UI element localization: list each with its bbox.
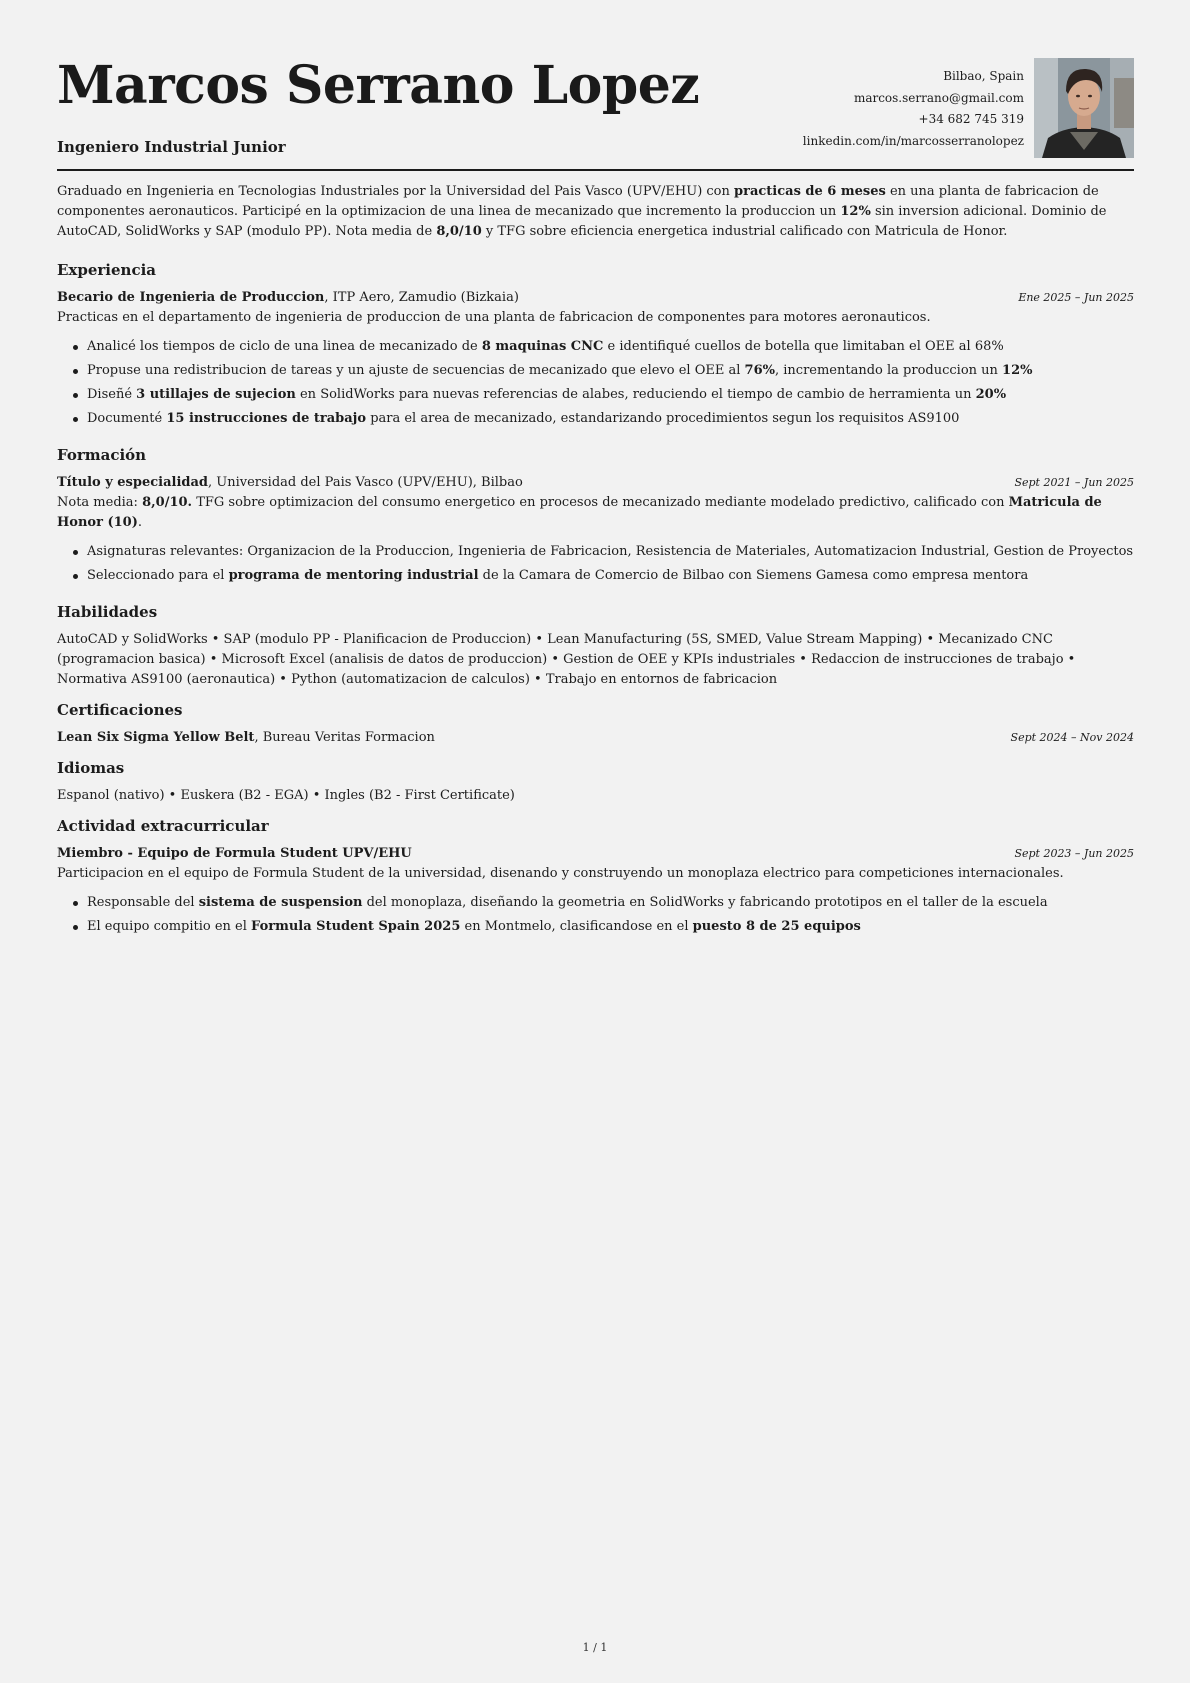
skills-list: AutoCAD y SolidWorks • SAP (modulo PP - Planificacion de Produccion) • Lean Manufacturing (5S, SMED, Value Stream Mapping) • Mecanizado CNC (programacion basica) • Microsoft Excel (analisis de datos de produccion) • Gestion de OEE y KPIs industriales • Redaccion de instrucciones de trabajo • Normativa AS9100 (aeronautica) • Python (automatizacion de calculos) • Trabajo en entornos de fabricacion xyxy=(57,632,1076,687)
bullet-text: Asignaturas relevantes: Organizacion de la Produccion, Ingenieria de Fabricacion, Resistencia de Materiales, Automatizacion Industrial, Gestion de Proyectos xyxy=(87,544,1134,559)
candidate-name: Marcos Serrano Lopez xyxy=(57,55,700,116)
list-item xyxy=(71,564,1134,588)
experience-position: Becario de Ingenieria de Produccion xyxy=(57,290,325,305)
bullet-bold: 3 utillajes de sujecion xyxy=(136,387,296,402)
extracurricular-role: Miembro - Equipo de Formula Student UPV/EHU xyxy=(57,846,412,861)
resume-header xyxy=(57,56,1134,170)
certification-issuer: , Bureau Veritas Formacion xyxy=(254,730,435,745)
section-title-education: Formación xyxy=(57,446,147,464)
summary-bold: practicas de 6 meses xyxy=(734,184,886,199)
summary-bold: 12% xyxy=(840,204,871,219)
list-item xyxy=(71,383,1134,407)
education-date: Sept 2021 – Jun 2025 xyxy=(1014,476,1134,489)
education-entry-header xyxy=(57,473,1134,493)
bullet-bold: 12% xyxy=(1002,363,1033,378)
list-item xyxy=(71,540,1134,564)
extracurricular-entry-header xyxy=(57,844,1134,864)
section-title-skills: Habilidades xyxy=(57,603,158,621)
education-desc-text: Nota media: xyxy=(57,495,143,510)
summary-text: Graduado en Ingenieria en Tecnologias Industriales por la Universidad del Pais Vasco (UPV/EHU) con xyxy=(57,184,735,199)
contact-email: marcos.serrano@gmail.com xyxy=(853,90,1024,105)
bullet-text: , incrementando la produccion un xyxy=(775,363,1003,378)
bullet-text: Documenté xyxy=(87,411,167,426)
experience-company: , ITP Aero, Zamudio (Bizkaia) xyxy=(324,290,519,305)
education-desc-bold: 8,0/10. xyxy=(142,495,193,510)
languages-list: Espanol (nativo) • Euskera (B2 - EGA) • Ingles (B2 - First Certificate) xyxy=(57,788,515,803)
certification-date: Sept 2024 – Nov 2024 xyxy=(1010,731,1134,744)
bullet-bold: 76% xyxy=(744,363,775,378)
extracurricular-date: Sept 2023 – Jun 2025 xyxy=(1014,847,1134,860)
list-item xyxy=(71,915,1134,939)
education-desc-text: TFG sobre optimizacion del consumo energetico en procesos de mecanizado mediante modelado predictivo, calificado con xyxy=(192,495,1009,510)
section-title-experience: Experiencia xyxy=(57,261,157,279)
summary-text: y TFG sobre eficiencia energetica industrial calificado con Matricula de Honor. xyxy=(481,224,1008,239)
contact-linkedin: linkedin.com/in/marcosserranolopez xyxy=(802,133,1024,148)
experience-bullets xyxy=(57,335,1134,431)
bullet-text: Diseñé xyxy=(87,387,137,402)
education-description xyxy=(57,493,1134,533)
resume-content xyxy=(57,182,1134,939)
extracurricular-description: Participacion en el equipo de Formula Student de la universidad, disenando y construyendo un monoplaza electrico para competiciones internacionales. xyxy=(57,866,1064,881)
page-number: 1 / 1 xyxy=(582,1641,608,1654)
bullet-bold: 15 instrucciones de trabajo xyxy=(166,411,367,426)
contact-block xyxy=(803,66,1024,152)
list-item xyxy=(71,407,1134,431)
summary-paragraph xyxy=(57,182,1134,242)
bullet-text: de la Camara de Comercio de Bilbao con Siemens Gamesa como empresa mentora xyxy=(478,568,1029,583)
summary-bold: 8,0/10 xyxy=(436,224,482,239)
bullet-text: El equipo compitio en el xyxy=(87,919,252,934)
extracurricular-bullets xyxy=(57,891,1134,939)
contact-phone: +34 682 745 319 xyxy=(918,112,1024,126)
bullet-bold: sistema de suspension xyxy=(198,895,363,910)
bullet-bold: puesto 8 de 25 equipos xyxy=(692,919,861,934)
summary-text: en una planta de fabricacion de componentes aeronauticos. Participé en la optimizacion de una linea de mecanizado que incremento la produccion un xyxy=(57,184,1099,219)
bullet-bold: programa de mentoring industrial xyxy=(228,568,479,583)
section-title-extracurricular: Actividad extracurricular xyxy=(57,817,269,835)
header-divider xyxy=(57,169,1134,171)
summary-text: sin inversion adicional. Dominio de AutoCAD, SolidWorks y SAP (modulo PP). Nota media de xyxy=(57,204,1107,239)
bullet-bold: 8 maquinas CNC xyxy=(481,339,604,354)
certification-name: Lean Six Sigma Yellow Belt xyxy=(57,730,255,745)
bullet-bold: Formula Student Spain 2025 xyxy=(251,919,461,934)
list-item xyxy=(71,891,1134,915)
list-item xyxy=(71,359,1134,383)
bullet-text: en SolidWorks para nuevas referencias de alabes, reduciendo el tiempo de cambio de herramienta un xyxy=(295,387,976,402)
bullet-text: e identifiqué cuellos de botella que limitaban el OEE al 68% xyxy=(603,339,1004,354)
bullet-text: Seleccionado para el xyxy=(87,568,229,583)
certification-entry xyxy=(57,728,1134,748)
resume-page xyxy=(57,0,1134,1683)
bullet-text: Responsable del xyxy=(87,895,199,910)
experience-description: Practicas en el departamento de ingenieria de produccion de una planta de fabricacion de componentes para motores aeronauticos. xyxy=(57,310,931,325)
experience-entry-header xyxy=(57,288,1134,308)
bullet-text: para el area de mecanizado, estandarizando procedimientos segun los requisitos AS9100 xyxy=(366,411,960,426)
bullet-text: en Montmelo, clasificandose en el xyxy=(460,919,693,934)
education-degree: Título y especialidad xyxy=(57,475,208,490)
experience-date: Ene 2025 – Jun 2025 xyxy=(1018,291,1134,304)
list-item xyxy=(71,335,1134,359)
bullet-text: Analicé los tiempos de ciclo de una linea de mecanizado de xyxy=(87,339,482,354)
bullet-bold: 20% xyxy=(975,387,1007,402)
candidate-role: Ingeniero Industrial Junior xyxy=(57,138,286,156)
section-title-languages: Idiomas xyxy=(57,759,125,777)
education-school: , Universidad del Pais Vasco (UPV/EHU), Bilbao xyxy=(208,475,523,490)
education-bullets xyxy=(57,540,1134,588)
bullet-text: del monoplaza, diseñando la geometria en SolidWorks y fabricando prototipos en el taller de la escuela xyxy=(362,895,1048,910)
contact-location: Bilbao, Spain xyxy=(943,69,1024,83)
profile-photo xyxy=(1034,58,1134,158)
education-desc-text: . xyxy=(137,515,142,530)
bullet-text: Propuse una redistribucion de tareas y un ajuste de secuencias de mecanizado que elevo el OEE al xyxy=(87,363,745,378)
education-desc-bold: Matricula de Honor (10) xyxy=(57,495,1102,530)
section-title-certifications: Certificaciones xyxy=(57,701,183,719)
